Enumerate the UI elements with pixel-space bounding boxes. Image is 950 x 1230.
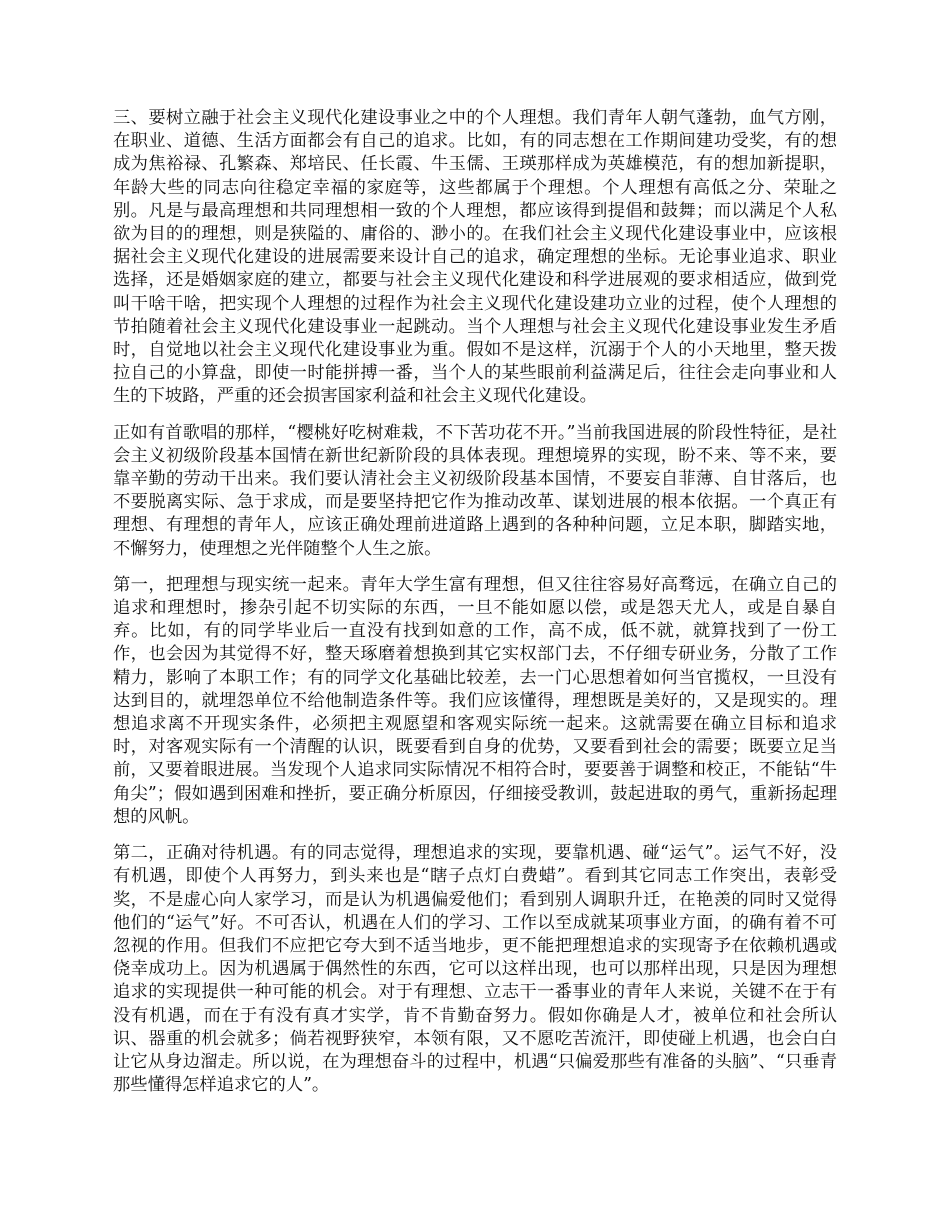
document-body: [113, 107, 837, 1110]
paragraph-ideal-and-reality: 第一，把理想与现实统一起来。青年大学生富有理想，但又往往容易好高骛远，在确立自己的追求和理想时，掺杂引起不切实际的东西，一旦不能如愿以偿，或是怨天尤人，或是自暴自弃。比如，有的同学毕业后一直没有找到如意的工作，高不成，低不就，就算找到了一份工作，也会因为其觉得不好，整天琢磨着想换到其它实权部门去，不仔细专研业务，分散了工作精力，影响了本职工作；有的同学文化基础比较差，去一门心思想着如何当官揽权，一旦没有达到目的，就埋怨单位不给他制造条件等。我们应该懂得，理想既是美好的，又是现实的。理想追求离不开现实条件，必须把主观愿望和客观实际统一起来。这就需要在确立目标和追求时，对客观实际有一个清醒的认识，既要看到自身的优势，又要看到社会的需要；既要立足当前，又要着眼进展。当发现个人追求同实际情况不相符合时，要要善于调整和校正，不能钻“牛角尖”；假如遇到困难和挫折，要正确分析原因，仔细接受教训，鼓起进取的勇气，重新扬起理想的风帆。: [113, 574, 837, 827]
paragraph-song-quote: 正如有首歌唱的那样，“樱桃好吃树难栽，不下苦功花不开。”当前我国进展的阶段性特征，是社会主义初级阶段基本国情在新世纪新阶段的具体表现。理想境界的实现，盼不来、等不来，要靠辛勤的劳动干出来。我们要认清社会主义初级阶段基本国情，不要妄自菲薄、自甘落后，也不要脱离实际、急于求成，而是要坚持把它作为推动改革、谋划进展的根本依据。一个真正有理想、有理想的青年人，应该正确处理前进道路上遇到的各种种问题，立足本职，脚踏实地，不懈努力，使理想之光伴随整个人生之旅。: [113, 422, 837, 559]
paragraph-opportunity: 第二，正确对待机遇。有的同志觉得，理想追求的实现，要靠机遇、碰“运气”。运气不好，没有机遇，即使个人再努力，到头来也是“瞎子点灯白费蜡”。看到其它同志工作突出，表彰受奖，不是虚心向人家学习，而是认为机遇偏爱他们；看到别人调职升迁，在艳羡的同时又觉得他们的“运气”好。不可否认，机遇在人们的学习、工作以至成就某项事业方面，的确有着不可忽视的作用。但我们不应把它夸大到不适当地步，更不能把理想追求的实现寄予在依赖机遇或侥幸成功上。因为机遇属于偶然性的东西，它可以这样出现，也可以那样出现，只是因为理想追求的实现提供一种可能的机会。对于有理想、立志干一番事业的青年人来说，关键不在于有没有机遇，而在于有没有真才实学，肯不肯勤奋努力。假如你确是人才，被单位和社会所认识、器重的机会就多；倘若视野狭窄，本领有限，又不愿吃苦流汗，即使碰上机遇，也会白白让它从身边溜走。所以说，在为理想奋斗的过程中，机遇“只偏爱那些有准备的头脑”、“只垂青那些懂得怎样追求它的人”。: [113, 843, 837, 1096]
paragraph-personal-ideal: 三、要树立融于社会主义现代化建设事业之中的个人理想。我们青年人朝气蓬勃，血气方刚，在职业、道德、生活方面都会有自己的追求。比如，有的同志想在工作期间建功受奖，有的想成为焦裕禄、孔繁森、郑培民、任长霞、牛玉儒、王瑛那样成为英雄模范，有的想加新提职，年龄大些的同志向往稳定幸福的家庭等，这些都属于个理想。个人理想有高低之分、荣耻之别。凡是与最高理想和共同理想相一致的个人理想，都应该得到提倡和鼓舞；而以满足个人私欲为目的的理想，则是狭隘的、庸俗的、渺小的。在我们社会主义现代化建设事业中，应该根据社会主义现代化建设的进展需要来设计自己的追求，确定理想的坐标。无论事业追求、职业选择，还是婚姻家庭的建立，都要与社会主义现代化建设和科学进展观的要求相适应，做到党叫干啥干啥，把实现个人理想的过程作为社会主义现代化建设建功立业的过程，使个人理想的节拍随着社会主义现代化建设事业一起跳动。当个人理想与社会主义现代化建设事业发生矛盾时，自觉地以社会主义现代化建设事业为重。假如不是这样，沉溺于个人的小天地里，整天拨拉自己的小算盘，即使一时能拼搏一番，当个人的某些眼前利益满足后，往往会走向事业和人生的下坡路，严重的还会损害国家利益和社会主义现代化建设。: [113, 108, 837, 407]
